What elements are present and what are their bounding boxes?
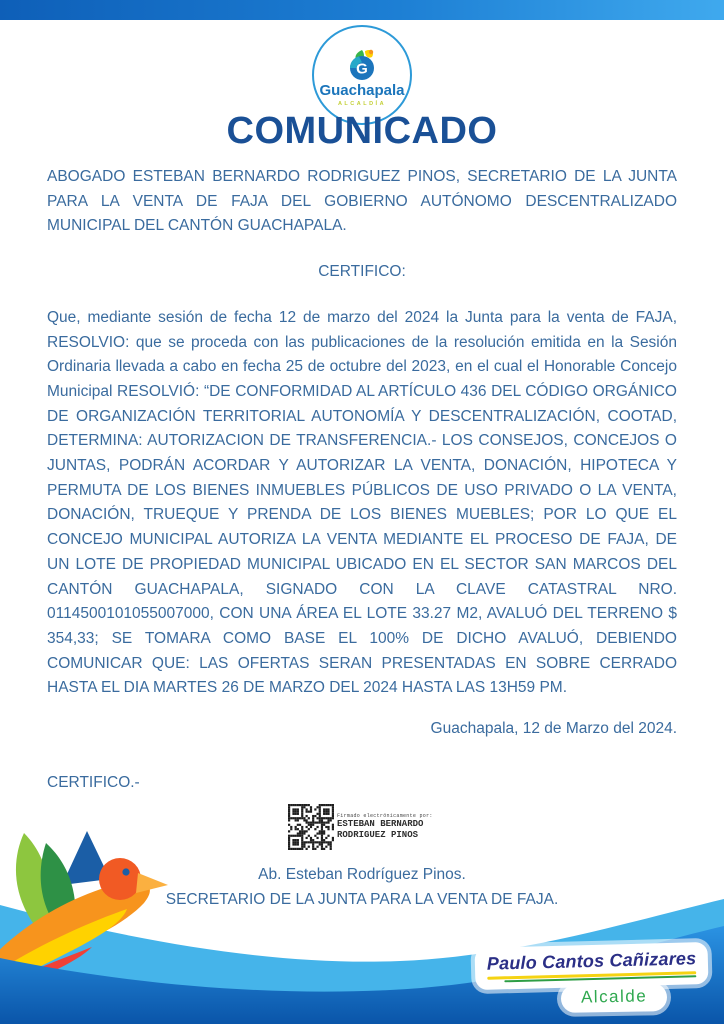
mayor-title-pill <box>561 983 668 1013</box>
esignature-note: Firmado electrónicamente por: <box>337 813 433 820</box>
guachapala-emblem-icon <box>344 46 380 82</box>
esignature-text <box>337 814 433 840</box>
logo-subtitle: ALCALDÍA <box>337 100 387 107</box>
logo-monogram: G <box>356 60 368 77</box>
qr-code <box>288 804 334 850</box>
dateline: Guachapala, 12 de Marzo del 2024. <box>430 720 677 738</box>
electronic-signature-block <box>288 802 677 852</box>
intro-paragraph: ABOGADO ESTEBAN BERNARDO RODRIGUEZ PINOS, SECRETARIO DE LA JUNTA PARA LA VENTA DE FAJA DEL GOBIERNO AUTÓNOMO DESCENTRALIZADO MUNICIPAL DEL CANTÓN GUACHAPALA. <box>47 168 677 235</box>
certify-close: CERTIFICO.- <box>47 773 140 791</box>
esignature-signer-line2: RODRIGUEZ PINOS <box>337 829 419 840</box>
page-title: COMUNICADO <box>226 110 498 152</box>
mayor-title: Alcalde <box>580 986 648 1007</box>
document-body <box>47 165 677 913</box>
mayor-name: Paulo Cantos Cañizares <box>486 948 697 974</box>
esignature-signer-line1: ESTEBAN BERNARDO <box>337 819 424 830</box>
main-paragraph: Que, mediante sesión de fecha 12 de marzo del 2024 la Junta para la venta de FAJA, RESOLVIO: que se proceda con las publicaciones de la resolución emitida en la Sesión Ordinaria llevada a cabo en fecha 25 de octubre del 2023, en el cual el Honorable Concejo Municipal RESOLVIÓ: “DE CONFORMIDAD AL ARTÍCULO 436 DEL CÓDIGO ORGÁNICO DE ORGANIZACIÓN TERRITORIAL AUTONOMÍA Y DESCENTRALIZACIÓN, COOTAD, DETERMINA: AUTORIZACION DE TRANSFERENCIA.- LOS CONSEJOS, CONCEJOS O JUNTAS, PODRÁN ACORDAR Y AUTORIZAR LA VENTA, DONACIÓN, HIPOTECA Y PERMUTA DE LOS BIENES INMUEBLES PÚBLICOS DE USO PRIVADO O LA VENTA, DONACIÓN, TRUEQUE Y PRENDA DE LOS BIENES MUEBLES; POR LO QUE EL CONCEJO MUNICIPAL AUTORIZA LA VENTA MEDIANTE EL PROCESO DE FAJA, DE UN LOTE DE PROPIEDAD MUNICIPAL UBICADO EN EL SECTOR SAN MARCOS DEL CANTÓN GUACHAPALA, SIGNADO CON LA CLAVE CATASTRAL NRO. 0114500101055007000, CON UNA ÁREA EL LOTE 33.27 M2, AVALUÓ DEL TERRENO $ 354,33; SE TOMARA COMO BASE EL 100% DE DICHO AVALUÓ, DEBIENDO COMUNICAR QUE: LAS OFERTAS SERAN PRESENTADAS EN SOBRE CERRADO HASTA EL DIA MARTES 26 DE MARZO DEL 2024 HASTA LAS 13H59 PM. <box>47 308 677 697</box>
signature-role: SECRETARIO DE LA JUNTA PARA LA VENTA DE FAJA. <box>165 891 559 909</box>
logo-name: Guachapala <box>319 81 405 99</box>
signature-name: Ab. Esteban Rodríguez Pinos. <box>258 866 466 884</box>
mayor-badge <box>475 945 708 1012</box>
mayor-name-plate <box>474 942 708 990</box>
top-gradient-bar <box>0 0 724 20</box>
certify-heading: CERTIFICO: <box>318 263 406 281</box>
